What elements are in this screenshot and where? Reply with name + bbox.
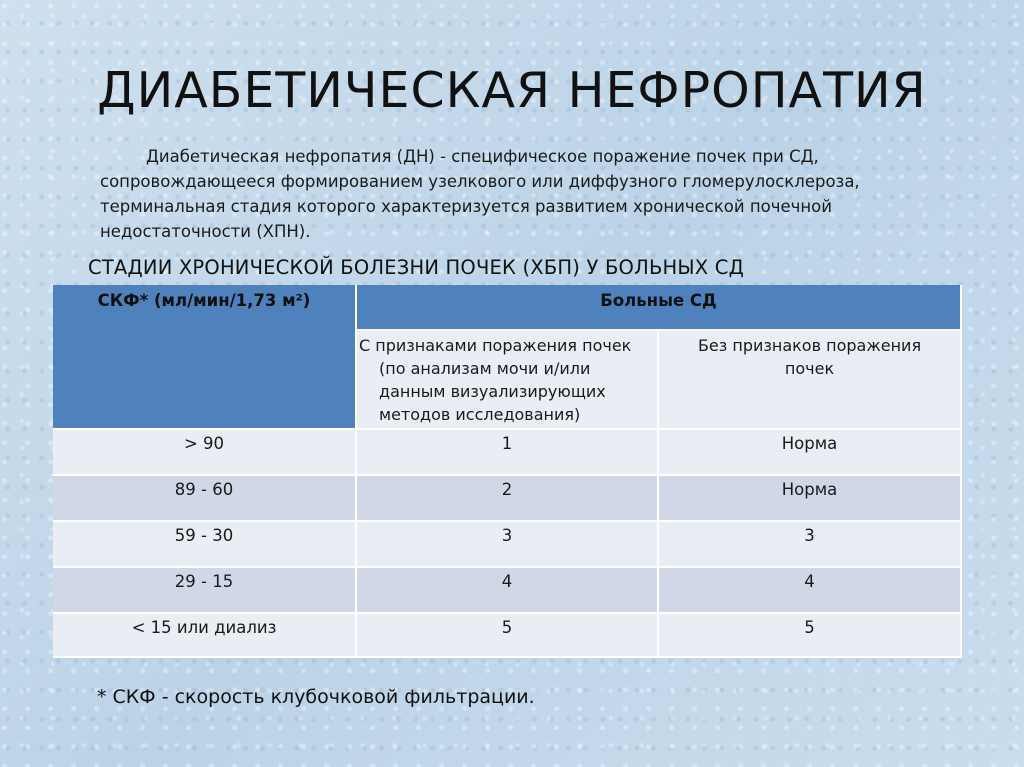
header-line: данным визуализирующих	[379, 382, 606, 401]
table-row-cell-gfr	[53, 522, 357, 568]
stage-value: Норма	[781, 434, 838, 453]
gfr-value: < 15 или диализ	[131, 618, 277, 637]
table-row-cell-without	[659, 568, 962, 614]
header-with-kidney-damage	[357, 331, 659, 430]
gfr-value: 29 - 15	[174, 572, 234, 591]
table-row-cell-with	[357, 522, 659, 568]
header-line: Без признаков поражения	[697, 336, 922, 355]
table-row-cell-gfr	[53, 568, 357, 614]
stage-value: Норма	[781, 480, 838, 499]
stage-value: 4	[804, 572, 815, 591]
header-gfr	[53, 285, 357, 430]
stage-value: 1	[501, 434, 513, 453]
ckd-stages-table	[53, 285, 962, 658]
intro-line: сопровождающееся формированием узелкового или диффузного гломерулосклероза,	[100, 172, 860, 191]
footnote: * СКФ - скорость клубочковой фильтрации.	[97, 686, 535, 708]
intro-line: недостаточности (ХПН).	[100, 222, 311, 241]
table-row-cell-without	[659, 522, 962, 568]
intro-line: терминальная стадия которого характеризуется развитием хронической почечной	[100, 197, 832, 216]
gfr-value: > 90	[183, 434, 225, 453]
table-row-cell-with	[357, 476, 659, 522]
slide-title: ДИАБЕТИЧЕСКАЯ НЕФРОПАТИЯ	[97, 62, 927, 119]
header-gfr-label: СКФ* (мл/мин/1,73 м²)	[97, 291, 311, 310]
table-row-cell-without	[659, 476, 962, 522]
header-line: методов исследования)	[379, 405, 581, 424]
header-line: (по анализам мочи и/или	[379, 359, 591, 378]
table-row-cell-without	[659, 430, 962, 476]
header-line: С признаками поражения почек	[359, 336, 632, 355]
table-caption: СТАДИИ ХРОНИЧЕСКОЙ БОЛЕЗНИ ПОЧЕК (ХБП) У БОЛЬНЫХ СД	[88, 256, 745, 279]
gfr-value: 59 - 30	[174, 526, 234, 545]
gfr-value: 89 - 60	[174, 480, 234, 499]
stage-value: 2	[501, 480, 513, 499]
table-row-cell-gfr	[53, 430, 357, 476]
stage-value: 3	[501, 526, 513, 545]
stage-value: 4	[501, 572, 513, 591]
stage-value: 5	[501, 618, 513, 637]
table-row-cell-without	[659, 614, 962, 658]
intro-paragraph	[100, 144, 940, 244]
stage-value: 5	[804, 618, 815, 637]
header-without-kidney-damage	[659, 331, 962, 430]
table-row-cell-with	[357, 614, 659, 658]
stage-value: 3	[804, 526, 815, 545]
header-group-label: Больные СД	[600, 291, 717, 310]
header-line: почек	[784, 359, 835, 378]
intro-line: Диабетическая нефропатия (ДН) - специфическое поражение почек при СД,	[146, 147, 819, 166]
table-row-cell-gfr	[53, 614, 357, 658]
table-row-cell-with	[357, 568, 659, 614]
table-row-cell-with	[357, 430, 659, 476]
header-diabetes-patients	[357, 285, 962, 331]
table-row-cell-gfr	[53, 476, 357, 522]
